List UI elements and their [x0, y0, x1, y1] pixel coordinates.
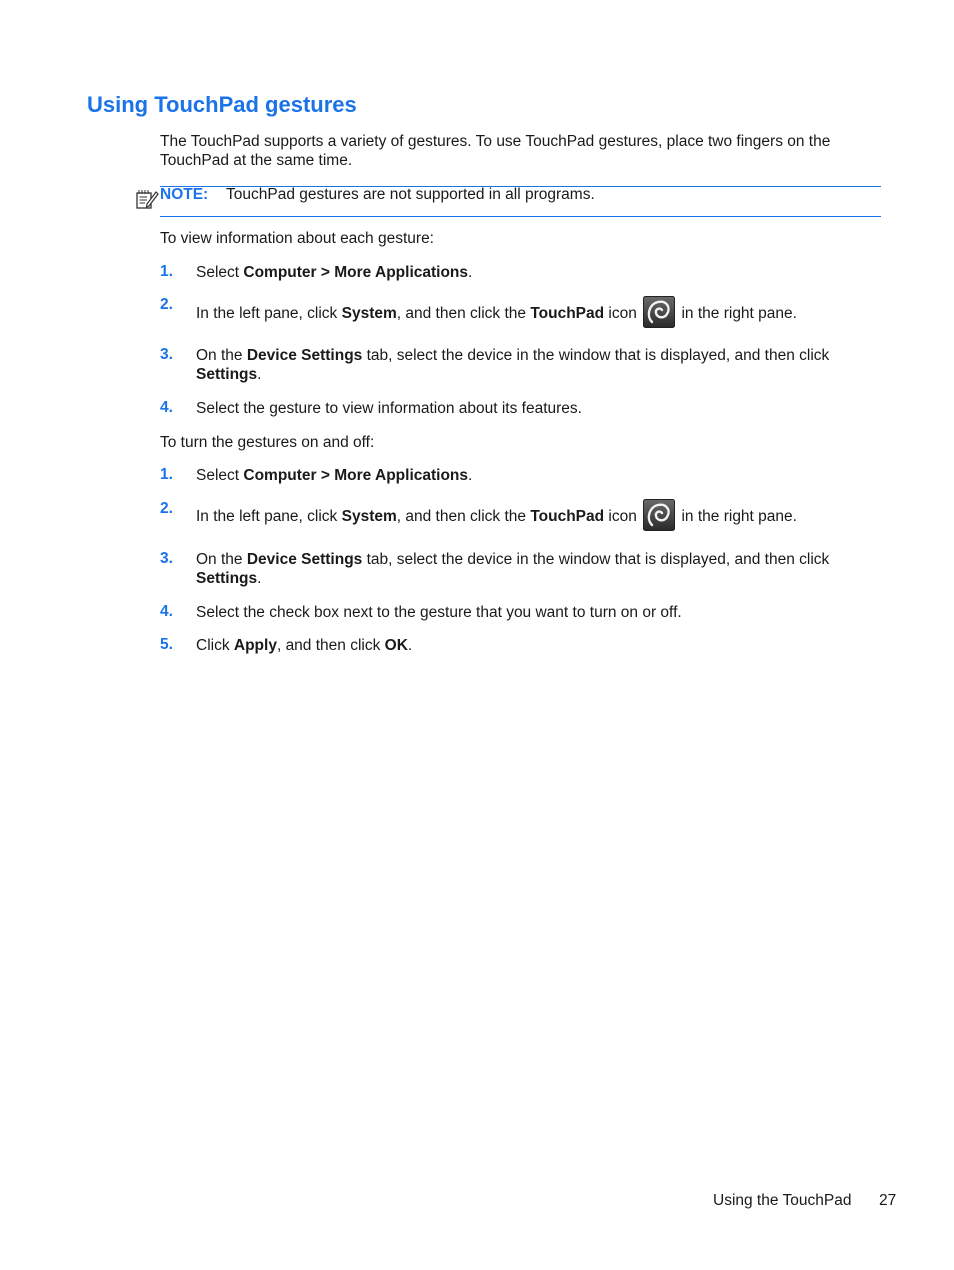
- section2-lead: To turn the gestures on and off:: [160, 434, 375, 451]
- step-number: 5.: [160, 636, 173, 653]
- step-text: In the left pane, click System, and then click the TouchPad icon in the right pane.: [196, 501, 876, 533]
- page-number: 27: [879, 1192, 897, 1209]
- step-text: Click Apply, and then click OK.: [196, 637, 413, 654]
- step-text: In the left pane, click System, and then click the TouchPad icon in the right pane.: [196, 298, 876, 330]
- step-text: On the Device Settings tab, select the device in the window that is displayed, and then click Settings.: [196, 347, 830, 383]
- note-icon: [135, 188, 159, 210]
- step-number: 4.: [160, 603, 173, 620]
- section1-lead: To view information about each gesture:: [160, 230, 434, 247]
- footer-section-title: Using the TouchPad: [713, 1192, 852, 1209]
- step-number: 2.: [160, 500, 173, 517]
- page-title: Using TouchPad gestures: [87, 92, 357, 117]
- touchpad-icon: [643, 499, 675, 531]
- step-text: On the Device Settings tab, select the device in the window that is displayed, and then click Settings.: [196, 551, 830, 587]
- touchpad-icon: [643, 296, 675, 328]
- step-text: Select Computer > More Applications.: [196, 467, 473, 484]
- step-number: 3.: [160, 550, 173, 567]
- step-text: Select the gesture to view information about its features.: [196, 400, 582, 417]
- intro-paragraph: The TouchPad supports a variety of gestures. To use TouchPad gestures, place two fingers on the TouchPad at the same time.: [160, 133, 831, 169]
- step-number: 1.: [160, 263, 173, 280]
- step-text: Select the check box next to the gesture that you want to turn on or off.: [196, 604, 682, 621]
- step-number: 2.: [160, 296, 173, 313]
- note-text: TouchPad gestures are not supported in all programs.: [226, 186, 595, 203]
- step-text: Select Computer > More Applications.: [196, 264, 473, 281]
- step-number: 3.: [160, 346, 173, 363]
- step-number: 1.: [160, 466, 173, 483]
- step-number: 4.: [160, 399, 173, 416]
- note-label: NOTE:: [160, 186, 209, 203]
